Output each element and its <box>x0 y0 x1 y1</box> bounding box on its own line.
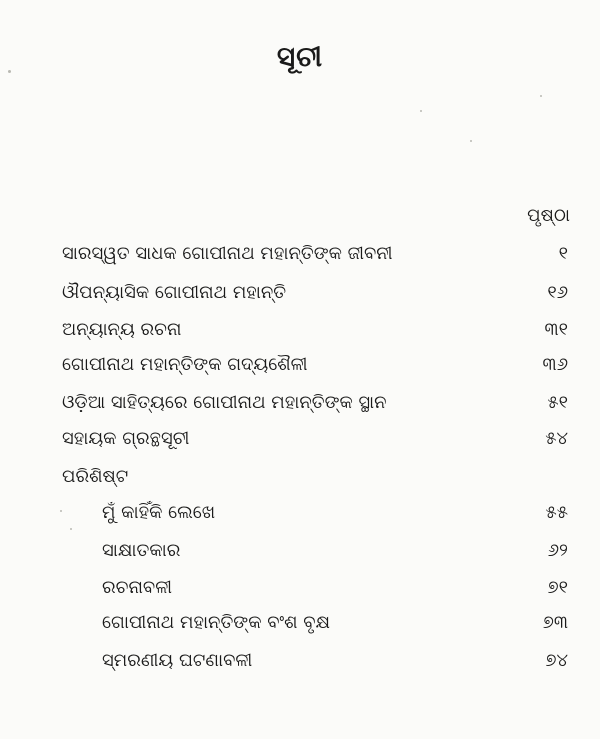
scan-speck <box>540 95 542 97</box>
toc-subentry <box>0 540 600 568</box>
page-column-header: ପୃଷ୍ଠା <box>527 205 570 226</box>
toc-subentry <box>0 650 600 678</box>
toc-entry-title: ସ୍ମରଣୀୟ ଘଟଣାବଳୀ <box>102 650 253 671</box>
toc-entry-page: ୧୬ <box>547 282 568 303</box>
toc-entry-title: ଔପନ୍ୟାସିକ ଗୋପୀନାଥ ମହାନ୍ତି <box>62 282 287 303</box>
toc-entry <box>0 319 600 347</box>
toc-entry-title: ସାକ୍ଷାତକାର <box>102 540 181 561</box>
toc-subentry <box>0 577 600 605</box>
toc-entry-title: ସହାୟକ ଗ୍ରନ୍ଥସୂଚୀ <box>62 428 190 449</box>
toc-entry-page: ୧ <box>558 243 568 264</box>
toc-entry <box>0 282 600 310</box>
toc-entry-page: ୬୨ <box>547 540 568 561</box>
toc-entry-title: ମୁଁ କାହିଁକି ଲେଖେ <box>102 502 216 523</box>
toc-entry-title: ଗୋପୀନାଥ ମହାନ୍ତିଙ୍କ ଗଦ୍ୟଶୈଳୀ <box>62 354 308 375</box>
toc-entry-page: ୩୧ <box>544 319 568 340</box>
toc-entry-title: ଅନ୍ୟାନ୍ୟ ରଚନା <box>62 319 182 340</box>
toc-entry-page: ୭୪ <box>545 650 568 671</box>
toc-entry <box>0 243 600 271</box>
toc-entry <box>0 428 600 456</box>
scan-speck <box>60 510 62 512</box>
scan-speck <box>8 70 11 73</box>
toc-subentry <box>0 502 600 530</box>
toc-entry-page: ୭୧ <box>547 577 568 598</box>
toc-entry-title: ସାରସ୍ୱତ ସାଧକ ଗୋପୀନାଥ ମହାନ୍ତିଙ୍କ ଜୀବନୀ <box>62 243 393 264</box>
toc-subentry <box>0 612 600 640</box>
toc-entry <box>0 354 600 382</box>
page-title: ସୂଚୀ <box>276 40 324 73</box>
toc-entry-page: ୫୪ <box>545 428 568 449</box>
toc-entry-title: ଓଡ଼ିଆ ସାହିତ୍ୟରେ ଗୋପୀନାଥ ମହାନ୍ତିଙ୍କ ସ୍ଥାନ <box>62 392 387 413</box>
toc-section-title: ପରିଶିଷ୍ଟ <box>62 466 129 487</box>
toc-entry-title: ଗୋପୀନାଥ ମହାନ୍ତିଙ୍କ ବଂଶ ବୃକ୍ଷ <box>102 612 331 633</box>
toc-entry-page: ୭୩ <box>542 612 568 633</box>
scan-speck <box>470 140 472 142</box>
toc-entry-title: ରଚନାବଳୀ <box>102 577 173 598</box>
toc-entry-page: ୫୧ <box>547 392 568 413</box>
toc-entry-page: ୩୬ <box>542 354 568 375</box>
scan-speck <box>70 528 72 530</box>
scan-speck <box>420 110 422 112</box>
toc-section-heading <box>0 466 600 494</box>
toc-entry <box>0 392 600 420</box>
toc-entry-page: ୫୫ <box>545 502 568 523</box>
